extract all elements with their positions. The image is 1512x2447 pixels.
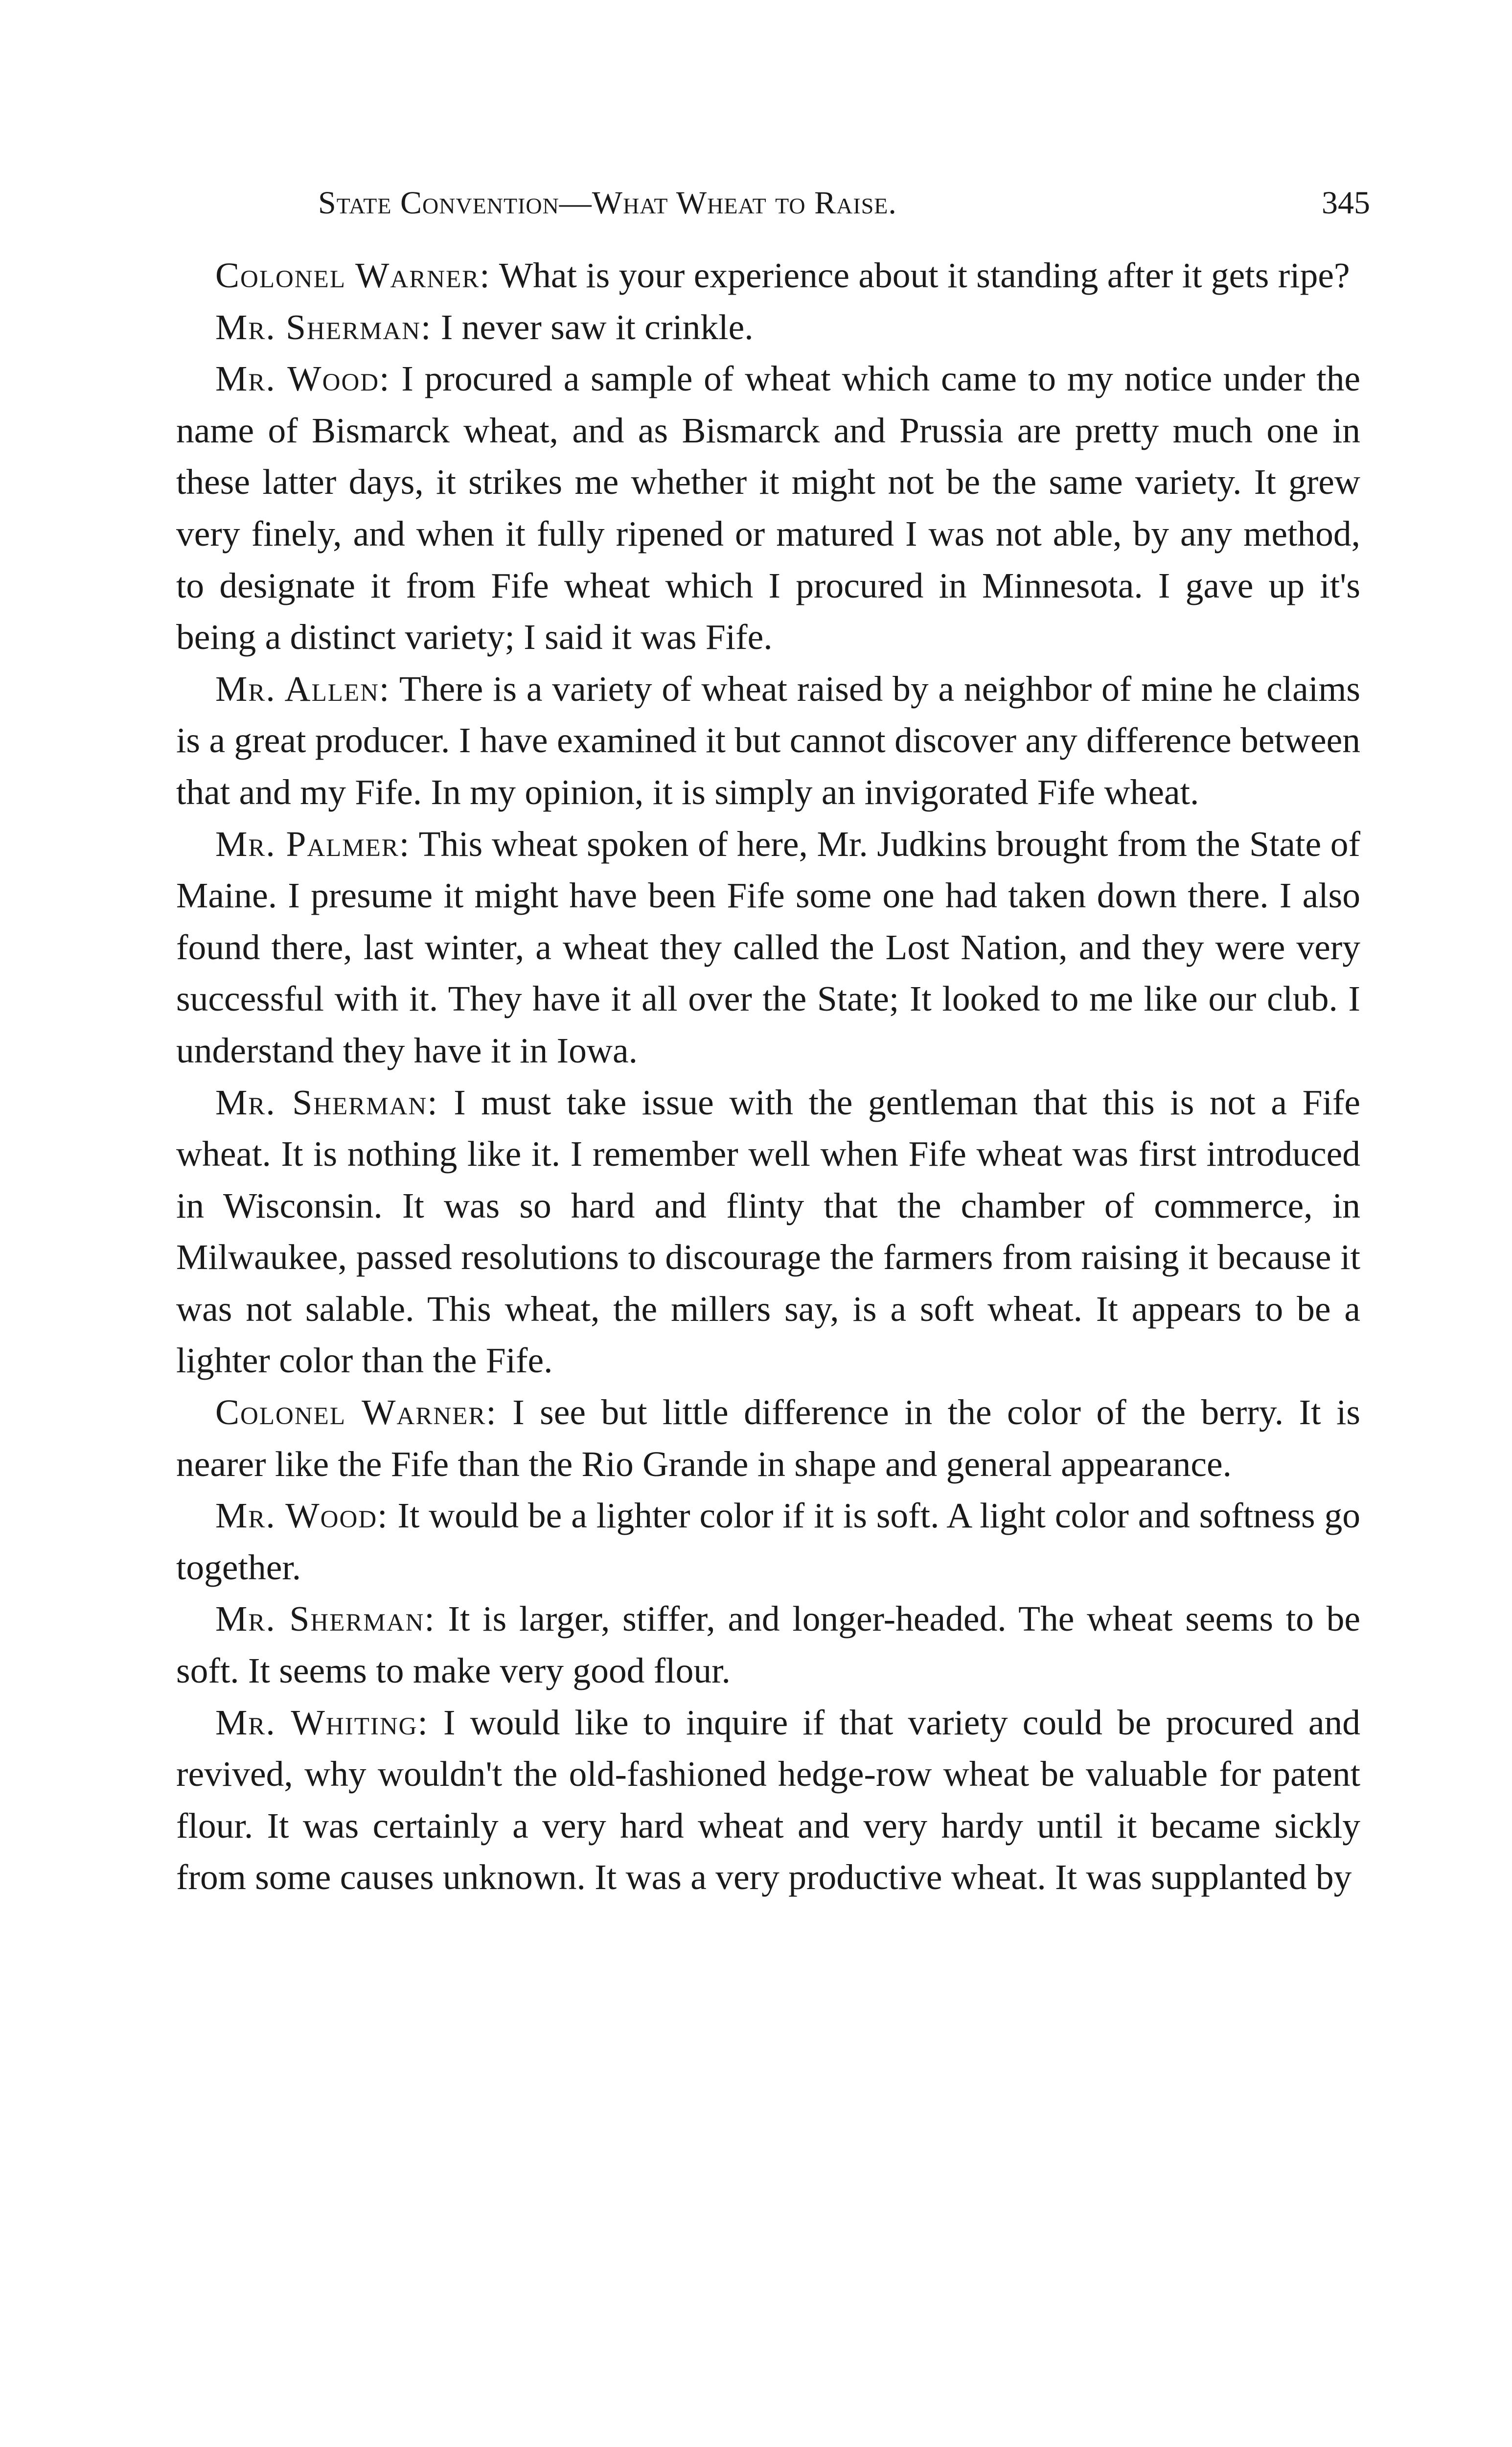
paragraph <box>176 301 1360 353</box>
running-head <box>176 176 1370 230</box>
speech-text: What is your experience about it standing after it gets ripe? <box>490 255 1350 295</box>
speech-text: I must take issue with the gentleman that this is not a Fife wheat. It is nothing like it. I remember well when Fife wheat was first introduced in Wisconsin. It was so hard and flinty that the chamber of commerce, in Milwaukee, passed resolutions to discourage the farmers from raising it because it was not salable. This wheat, the millers say, is a soft wheat. It appears to be a lighter color than the Fife. <box>176 1082 1360 1381</box>
paragraph <box>176 353 1360 663</box>
paragraph <box>176 1697 1360 1903</box>
speaker-name: Colonel Warner: <box>215 255 491 295</box>
speech-text: I would like to inquire if that variety could be procured and revived, why wouldn't the old-fashioned hedge-row wheat be valuable for patent flour. It was certainly a very hard wheat and very hardy until it became sickly from some causes unknown. It was a very productive wheat. It was supplanted by <box>176 1702 1360 1897</box>
speaker-name: Mr. Sherman: <box>215 1599 435 1639</box>
speaker-name: Mr. Sherman: <box>215 307 432 347</box>
paragraph <box>176 663 1360 818</box>
speech-text: There is a variety of wheat raised by a neighbor of mine he claims is a great producer. I have examined it but cannot discover any difference between that and my Fife. In my opinion, it is simply an invigorated Fife wheat. <box>176 669 1360 812</box>
paragraph <box>176 1386 1360 1490</box>
paragraph <box>176 1593 1360 1696</box>
paragraph <box>176 1077 1360 1387</box>
speaker-name: Mr. Palmer: <box>215 824 411 864</box>
speaker-name: Mr. Whiting: <box>215 1702 429 1742</box>
paragraph <box>176 250 1360 301</box>
speech-text: It is larger, stiffer, and longer-headed. The wheat seems to be soft. It seems to make very good flour. <box>176 1599 1360 1691</box>
speech-text: I procured a sample of wheat which came to my notice under the name of Bismarck wheat, and as Bismarck and Prussia are pretty much one in these latter days, it strikes me whether it might not be the same variety. It grew very finely, and when it fully ripened or matured I was not able, by any method, to designate it from Fife wheat which I procured in Minnesota. I gave up it's being a distinct variety; I said it was Fife. <box>176 359 1360 657</box>
speaker-name: Mr. Sherman: <box>215 1082 438 1122</box>
speech-text: I never saw it crinkle. <box>432 307 754 347</box>
speaker-name: Mr. Wood: <box>215 359 390 399</box>
speech-text: I see but little difference in the color of the berry. It is nearer like the Fife than the Rio Grande in shape and general appearance. <box>176 1392 1360 1484</box>
speaker-name: Mr. Wood: <box>215 1496 389 1536</box>
paragraph <box>176 1490 1360 1593</box>
body-text <box>176 250 1360 1903</box>
page-number: 345 <box>1322 185 1370 221</box>
speech-text: This wheat spoken of here, Mr. Judkins brought from the State of Maine. I presume it might have been Fife some one had taken down there. I also found there, last winter, a wheat they called the Lost Nation, and they were very successful with it. They have it all over the State; It looked to me like our club. I understand they have it in Iowa. <box>176 824 1361 1070</box>
speaker-name: Mr. Allen: <box>215 669 390 709</box>
running-title: State Convention—What Wheat to Raise. <box>318 185 897 221</box>
speech-text: It would be a lighter color if it is soft. A light color and softness go together. <box>176 1496 1361 1587</box>
paragraph <box>176 818 1360 1077</box>
speaker-name: Colonel Warner: <box>215 1392 497 1432</box>
book-page <box>176 176 1370 1903</box>
